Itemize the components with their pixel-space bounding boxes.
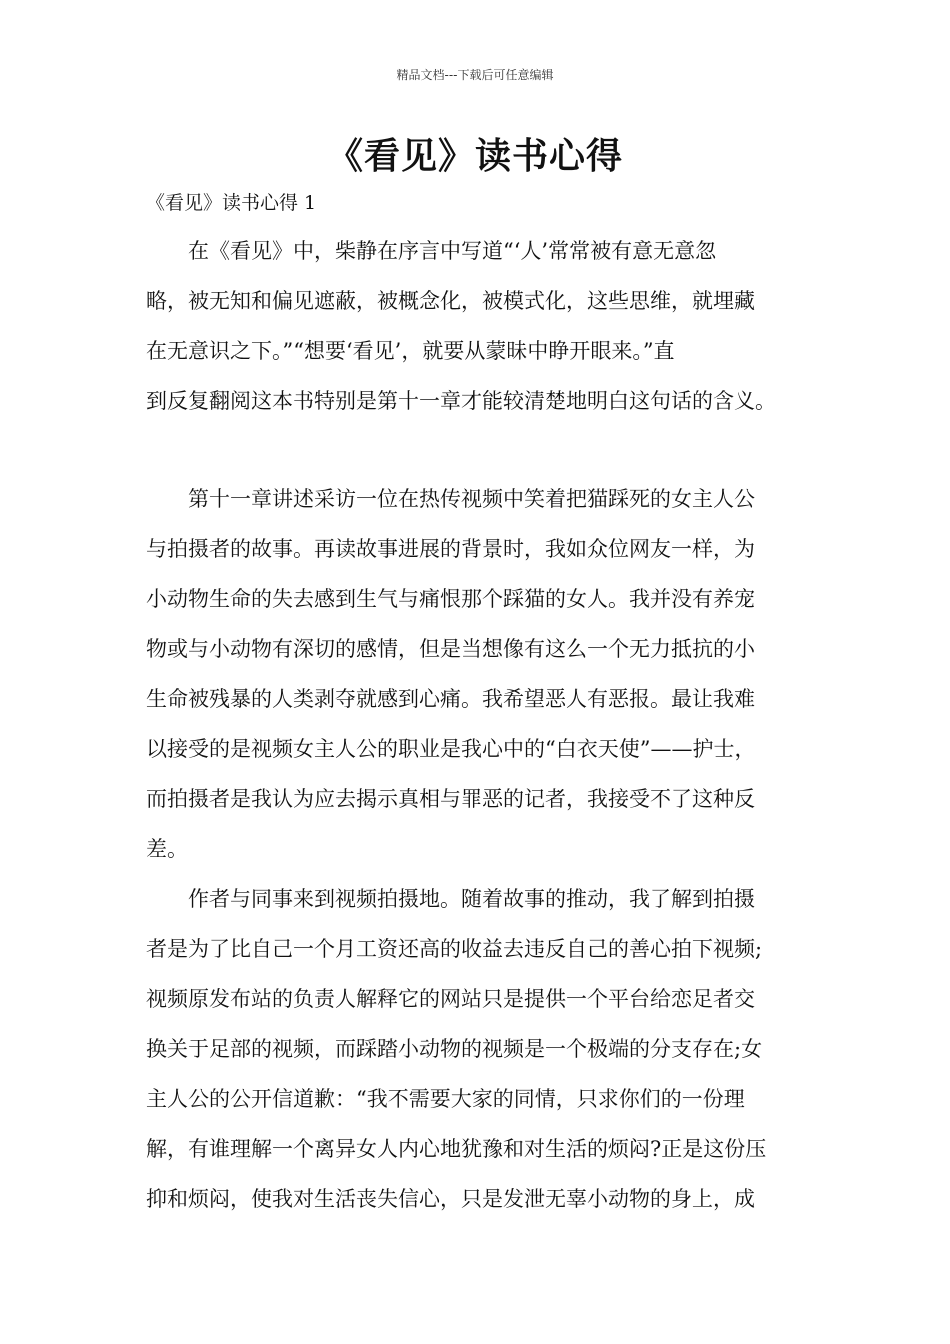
body-text-line: 到反复翻阅这本书特别是第十一章才能较清楚地明白这句话的含义。 [146, 389, 776, 413]
body-text-line: 生命被残暴的人类剥夺就感到心痛。我希望恶人有恶报。最让我难 [146, 687, 755, 711]
body-text-line: 作者与同事来到视频拍摄地。随着故事的推动，我了解到拍摄 [146, 887, 755, 911]
body-text-line: 在《看见》中，柴静在序言中写道“‘人’常常被有意无意忽 [146, 239, 717, 263]
body-text-line: 解，有谁理解一个离异女人内心地犹豫和对生活的烦闷?正是这份压 [146, 1137, 767, 1161]
body-text-line: 主人公的公开信道歉：“我不需要大家的同情，只求你们的一份理 [146, 1087, 745, 1111]
body-text-line: 差。 [146, 837, 188, 861]
document-title: 《看见》读书心得 [326, 136, 623, 177]
section-subtitle: 《看见》读书心得 1 [146, 192, 317, 214]
body-text-line: 而拍摄者是我认为应去揭示真相与罪恶的记者，我接受不了这种反 [146, 787, 755, 811]
body-text-line: 略，被无知和偏见遮蔽，被概念化，被模式化，这些思维，就埋藏 [146, 289, 755, 313]
body-text-line: 者是为了比自己一个月工资还高的收益去违反自己的善心拍下视频; [146, 937, 763, 961]
body-text-line: 以接受的是视频女主人公的职业是我心中的“白衣天使”——护士， [146, 737, 756, 761]
body-text-line: 物或与小动物有深切的感情，但是当想像有这么一个无力抵抗的小 [146, 637, 755, 661]
body-text-line: 第十一章讲述采访一位在热传视频中笑着把猫踩死的女主人公 [146, 487, 755, 511]
body-text-line: 与拍摄者的故事。再读故事进展的背景时，我如众位网友一样，为 [146, 537, 755, 561]
body-text-line: 换关于足部的视频，而踩踏小动物的视频是一个极端的分支存在;女 [146, 1037, 763, 1061]
page-header-note: 精品文档---下载后可任意编辑 [396, 68, 554, 82]
body-text-line: 抑和烦闷，使我对生活丧失信心，只是发泄无辜小动物的身上，成 [146, 1187, 755, 1211]
body-text-line: 视频原发布站的负责人解释它的网站只是提供一个平台给恋足者交 [146, 987, 755, 1011]
body-text-line: 小动物生命的失去感到生气与痛恨那个踩猫的女人。我并没有养宠 [146, 587, 755, 611]
body-text-line: 在无意识之下。”“想要‘看见’，就要从蒙昧中睁开眼来。”直 [146, 339, 675, 363]
